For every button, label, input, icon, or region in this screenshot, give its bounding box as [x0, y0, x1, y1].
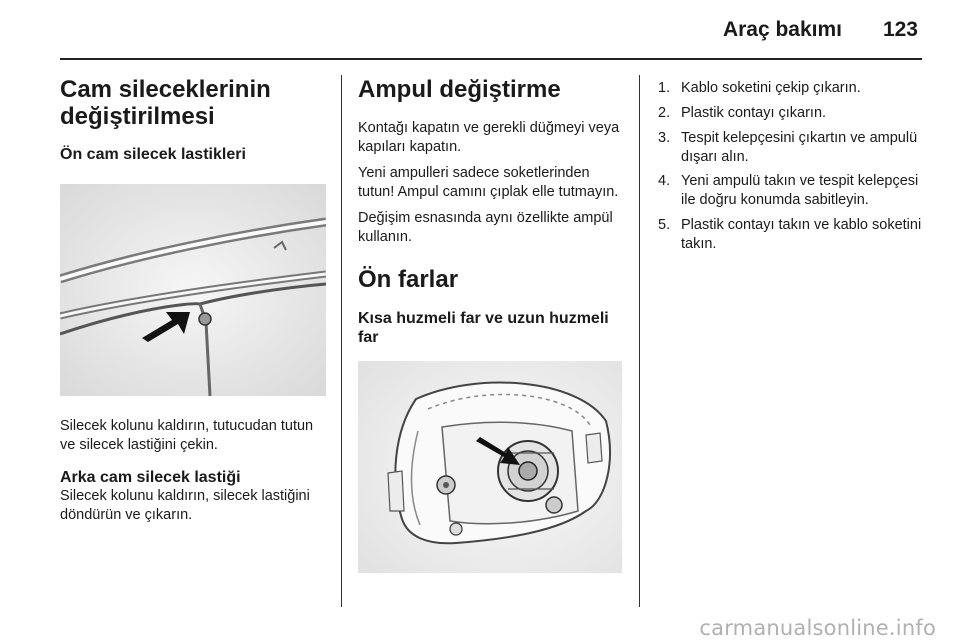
step-text: Tespit kelepçesini çıkartın ve ampulü dışarı alın. — [681, 129, 918, 165]
step-1 — [658, 79, 928, 98]
column-divider-2 — [639, 75, 640, 607]
section-heading-wipers: Cam sileceklerinin değiştirilmesi — [60, 76, 271, 131]
step-4 — [658, 172, 928, 210]
paragraph-same-bulb: Değişim esnasında aynı özellikte ampül kullanın. — [358, 209, 613, 245]
headlight-illustration — [358, 361, 622, 573]
wiper-illustration — [60, 184, 326, 396]
steps-list — [658, 79, 928, 254]
step-3 — [658, 129, 928, 167]
paragraph-bulb-handling: Yeni ampulleri sadece soketlerinden tutun! Ampul camını çıplak elle tutmayın. — [358, 165, 619, 200]
step-number: 3. — [658, 129, 671, 146]
paragraph-rear-wiper: Silecek kolunu kaldırın, silecek lastiğini döndürün ve çıkarın. — [60, 487, 310, 523]
step-number: 5. — [658, 217, 671, 234]
section-heading-headlights: Ön farlar — [358, 266, 459, 294]
page-number: 123 — [882, 18, 918, 41]
header-title: Araç bakımı — [722, 18, 842, 41]
column-wipers — [60, 76, 326, 524]
step-text: Kablo soketini çekip çıkarın. — [681, 80, 861, 96]
page-header — [60, 0, 922, 62]
step-text: Plastik contayı takın ve kablo soketini takın. — [681, 217, 922, 252]
headlight-drawing — [358, 361, 622, 573]
paragraph-ignition: Kontağı kapatın ve gerekli düğmeyi veya kapıları kapatın. — [358, 120, 620, 156]
column-steps — [658, 79, 928, 260]
subheading-front-wiper: Ön cam silecek lastikleri — [60, 145, 246, 163]
step-number: 1. — [658, 80, 671, 96]
column-divider-1 — [341, 75, 342, 607]
step-text: Yeni ampulü takın ve tespit kelepçesi ile doğru konumda sabitleyin. — [681, 173, 919, 209]
step-number: 2. — [658, 104, 671, 121]
watermark: carmanualsonline.info — [699, 616, 936, 640]
section-heading-bulbs: Ampul değiştirme — [358, 76, 561, 103]
subheading-rear-wiper: Arka cam silecek lastiği — [60, 468, 241, 486]
step-text: Plastik contayı çıkarın. — [681, 104, 827, 121]
step-2 — [658, 104, 928, 123]
step-5 — [658, 216, 928, 254]
step-number: 4. — [658, 173, 671, 190]
column-bulbs — [358, 76, 628, 573]
header-rule — [60, 58, 922, 60]
wiper-drawing — [60, 184, 326, 396]
paragraph-front-wiper: Silecek kolunu kaldırın, tutucudan tutun ve silecek lastiğini çekin. — [60, 417, 314, 453]
subheading-low-high-beam: Kısa huzmeli far ve uzun huzmeli far — [358, 309, 609, 346]
